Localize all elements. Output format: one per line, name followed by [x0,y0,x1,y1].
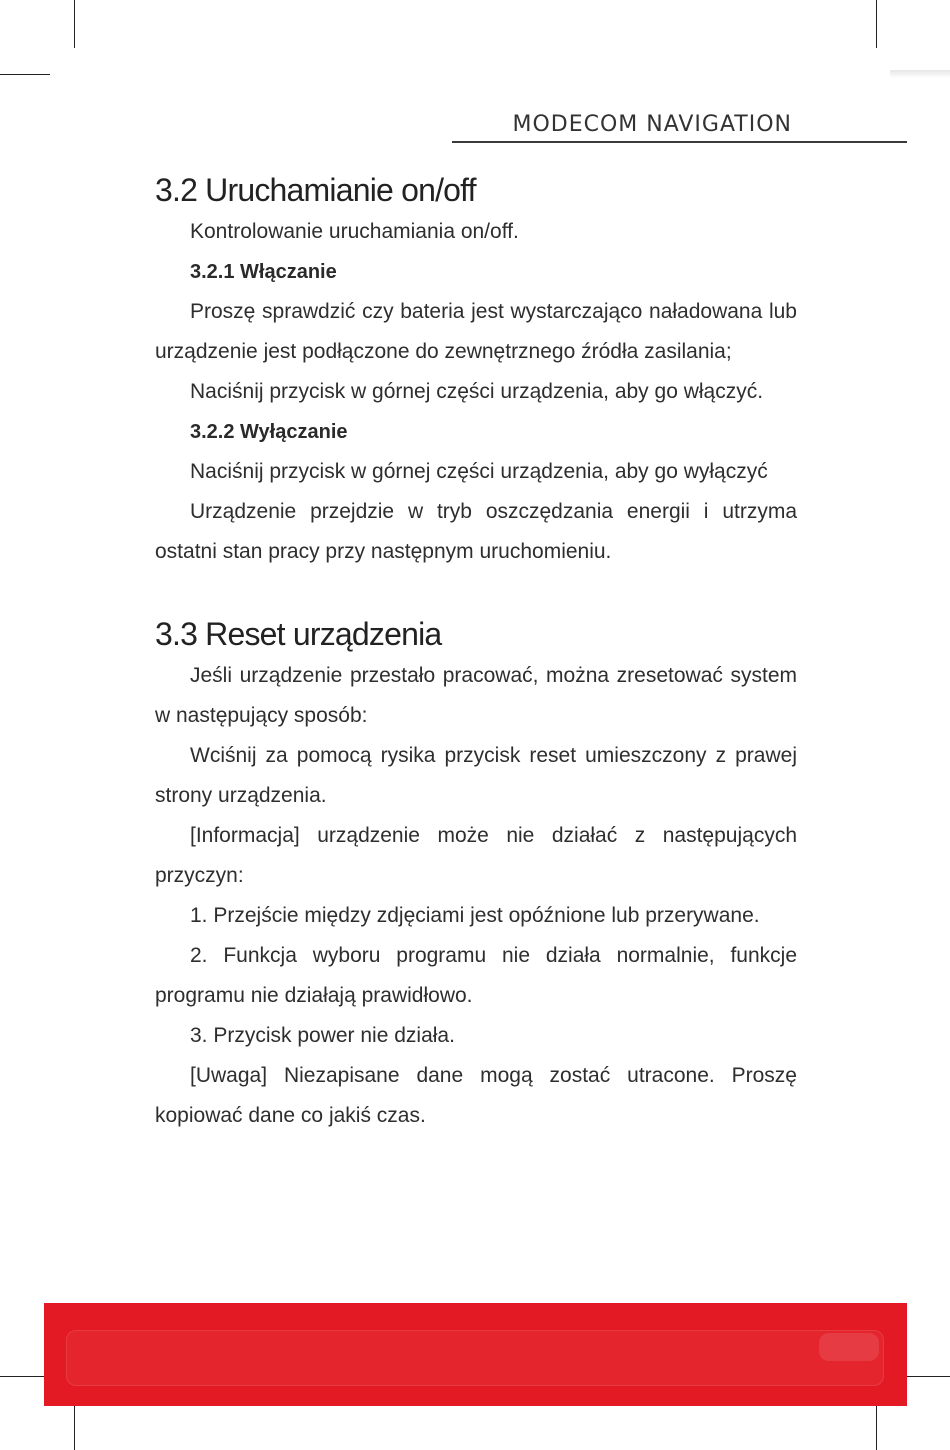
crop-mark [876,0,877,48]
list-item: 3. Przycisk power nie działa. [190,1024,455,1047]
footer-inner-panel [66,1330,884,1386]
paragraph: Naciśnij przycisk w górnej części urządzenia, aby go wyłączyć [190,460,768,483]
footer-band [44,1303,907,1406]
paragraph: Proszę sprawdzić czy bateria jest wystarczająco naładowana lub urządzenie jest podłączone do zewnętrznego źródła zasilania; [155,300,797,363]
paragraph: Naciśnij przycisk w górnej części urządzenia, aby go włączyć. [190,380,764,403]
running-header: MODECOM NAVIGATION [512,112,792,137]
paragraph: Urządzenie przejdzie w tryb oszczędzania energii i utrzyma ostatni stan pracy przy następnym uruchomieniu. [155,500,797,563]
crop-mark [900,1376,950,1377]
crop-mark [876,1400,877,1450]
section-title-3-3: 3.3 Reset urządzenia [155,616,442,652]
info-paragraph: [Informacja] urządzenie może nie działać z następujących przyczyn: [155,824,797,887]
crop-mark [0,74,50,75]
section-title-3-2: 3.2 Uruchamianie on/off [155,172,476,208]
crop-mark [74,1400,75,1450]
paragraph: Kontrolowanie uruchamiania on/off. [190,220,519,243]
paragraph: Wciśnij za pomocą rysika przycisk reset umieszczony z prawej strony urządzenia. [155,744,797,807]
page-number-tab [819,1333,879,1361]
crop-mark [74,0,75,48]
crop-mark [0,1376,50,1377]
list-item: 2. Funkcja wyboru programu nie działa normalnie, funkcje programu nie działają prawidłowo. [155,944,797,1007]
list-item: 1. Przejście między zdjęciami jest opóźnione lub przerywane. [190,904,760,927]
page-fold-shadow [890,70,950,78]
page-content [155,168,797,1136]
header-rule [452,141,907,143]
subsection-title-3-2-2: 3.2.2 Wyłączanie [190,421,348,443]
paragraph: Jeśli urządzenie przestało pracować, można zresetować system w następujący sposób: [155,664,797,727]
subsection-title-3-2-1: 3.2.1 Włączanie [190,261,337,283]
note-paragraph: [Uwaga] Niezapisane dane mogą zostać utracone. Proszę kopiować dane co jakiś czas. [155,1064,797,1127]
